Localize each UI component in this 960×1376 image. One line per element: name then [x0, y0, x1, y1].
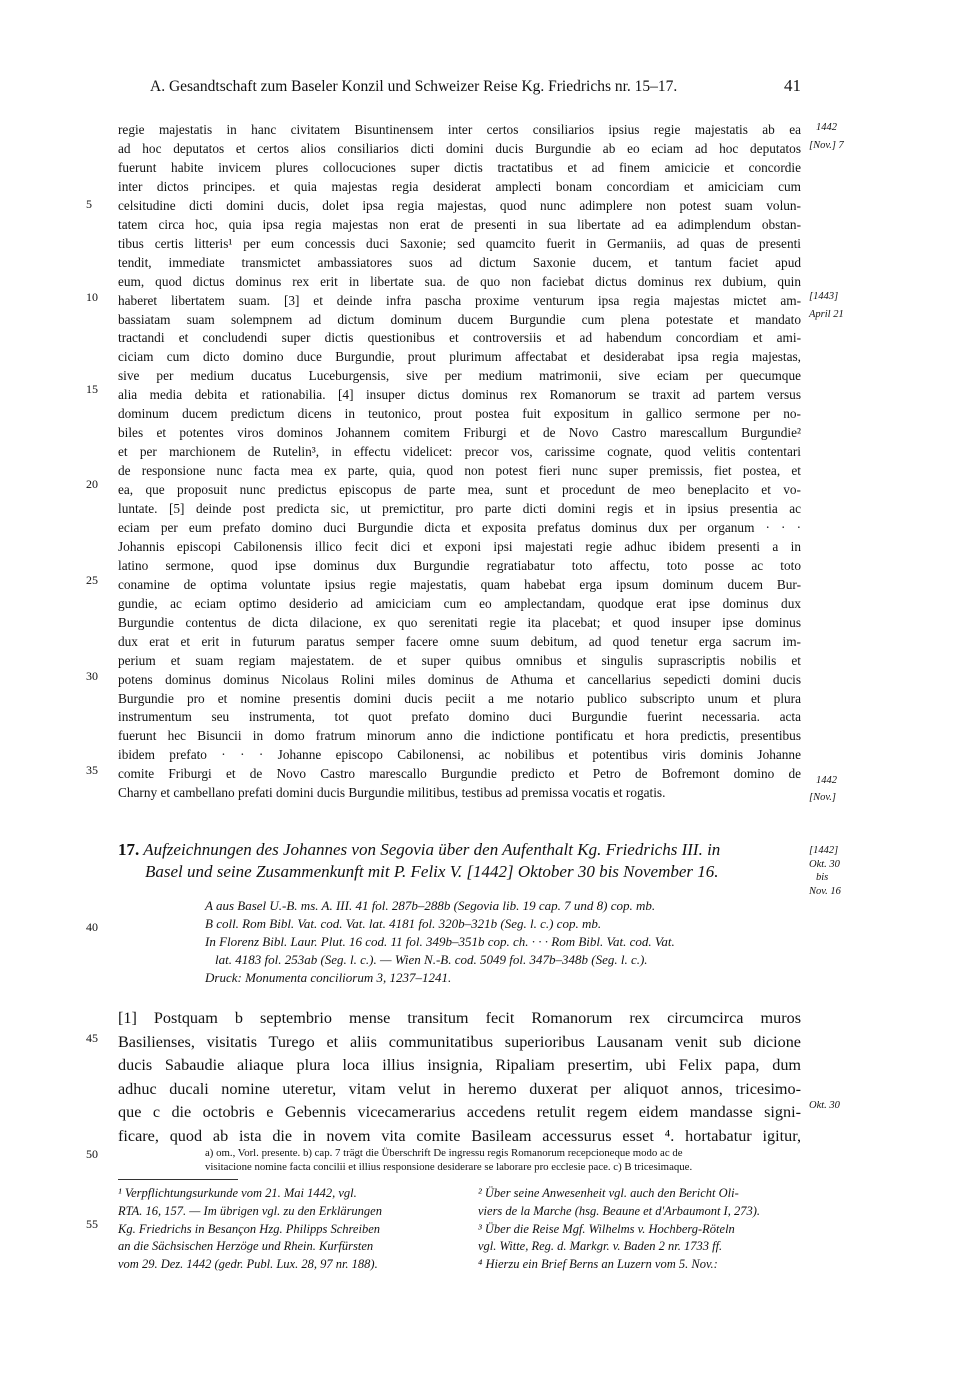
text-line: ² Über seine Anwesenheit vgl. auch den Bericht Oli-	[478, 1186, 739, 1200]
source-line: Druck: Monumenta conciliorum 3, 1237–1241.	[205, 970, 452, 985]
text-line: ficare, quod ab ista die in novem vita comite Basileam accessurus esset ⁴. hortabatur igitur,	[118, 1126, 801, 1145]
text-line: tractandi et concludendi super dictis questionibus et controversiis et ad habendum concordiam et ami-	[118, 330, 801, 346]
text-line: regie majestatis in hanc civitatem Bisuntinensem inter certos consiliarios ipsius regie majestatis ab ea	[118, 122, 801, 137]
text-line: adhuc ducali nomine uteretur, vitam velut in heremo duxerat per aliquot annos, tricesimo-	[118, 1079, 801, 1098]
text-line: Kg. Friedrichs in Besançon Hzg. Philipps Schreiben	[118, 1221, 381, 1236]
text-line: sive per medium ducatus Luceburgensis, sive per medium matrimonii, sive eciam per quecumque	[118, 368, 801, 384]
margin-date: [1443]	[809, 291, 839, 302]
margin-range: bis	[816, 872, 829, 883]
text-line: perium et suam regiam majestatem. de et super quibus omnibus et singulis suprascriptis nobilis et	[118, 652, 801, 668]
text-line: ibidem prefato · · · Johanne episcopo Cabilonensi, ac nobilibus et potentibus viris dominis Johanne	[118, 747, 801, 763]
document-title: Aufzeichnungen des Johannes von Segovia über den Aufenthalt Kg. Friedrichs III. in	[143, 840, 721, 859]
variant-note: visitacione nomine facta concilii et illius responsione desiderare se laborare pro ecclesie pace. c) B tricesimaque.	[205, 1161, 693, 1173]
text-line: comite Friburgi et de Novo Castro marescallo Burgundie predicto et Petro de Bofremont domino de	[118, 766, 801, 782]
text-line: haberet libertatem suam. [3] et deinde infra pascha proxime venturum ipsa regia majestas mictet am-	[118, 292, 801, 308]
text-line: vom 29. Dez. 1442 (gedr. Publ. Lux. 28, 97 nr. 188).	[118, 1257, 378, 1272]
text-line: luntate. [5] deinde post predicta sic, ut premictitur, pro parte dicti domini regis et in ipsius presentia ac	[118, 501, 801, 516]
line-number: 5	[86, 197, 92, 211]
text-line: instrumentum seu instrumenta, tot quot prefato domino duci Burgundie fuerint necessaria. acta	[118, 709, 801, 725]
text-line: ciciam cum dicto domino duce Burgundie, prout plurimum affectabat et desiderabat ipsa regia majestas,	[118, 349, 801, 365]
running-title: A. Gesandtschaft zum Baseler Konzil und Schweizer Reise Kg. Friedrichs nr. 15–17.	[150, 78, 678, 95]
text-line: tatem circa hoc, quia ipsa regia majestas non erat de presenti in sua libertate ad ea adimplendum obstan-	[118, 216, 801, 232]
source-line: lat. 4183 fol. 253ab (Seg. l. c.). — Wien N.-B. cod. 5049 fol. 347b–348b (Seg. l. c.).	[215, 952, 648, 967]
text-line: ⁴ Hierzu ein Brief Berns an Luzern vom 5. Nov.:	[478, 1257, 718, 1272]
text-line: et per marchionem de Rutelin³, in effectu videlicet: precor vos, carissime cognate, quod velitis contentari	[118, 444, 801, 460]
variant-note: a) om., Vorl. presente. b) cap. 7 trägt die Überschrift De ingressu regis Romanorum recepcioneque modo ac de	[205, 1147, 683, 1159]
text-line: fuerunt habite invicem plures collocuciones super dictis tractatibus et ad finem amicicie et concordie	[118, 159, 801, 175]
text-line: ¹ Verpflichtungsurkunde vom 21. Mai 1442, vgl.	[118, 1186, 357, 1200]
page-number: 41	[784, 76, 801, 95]
margin-date: Okt. 30	[809, 1100, 840, 1111]
text-line: biles et potentes viros dominos Johannem comitem Friburgi et de Novo Castro marescallum Burgundie²	[118, 425, 801, 441]
text-line: eum, quod dictus dominus rex erit in libertate sua. de quo non faciebat dictus dominus rex dubium, quin	[118, 273, 801, 289]
text-line: potens dominus dominus Nicolaus Rolini miles dominus de Athuma et cancellarius sepedicti domini ducis	[118, 671, 801, 687]
margin-date: [1442]	[809, 845, 839, 856]
text-line: tendit, immediate transmictet ambassiatores suos ad dictum Saxonie ducem, et tantum faciet apud	[118, 254, 801, 270]
text-line: conamine de optima voluntate ipsius regie majestatis, quam habebat erga ipsum dominum ducem Bur-	[118, 576, 801, 592]
line-number: 20	[86, 477, 98, 491]
document-number: 17.	[118, 840, 140, 859]
line-number: 30	[86, 669, 98, 683]
text-line: Burgundie contentus de dicta dilacione, ex quo serenitati regie ita placebat; et quod insuper ipse dominus	[118, 614, 801, 630]
line-number: 45	[86, 1031, 98, 1045]
margin-range: Nov. 16	[809, 886, 841, 897]
margin-date: 1442	[816, 775, 837, 786]
document-heading-line1	[118, 840, 808, 860]
text-line: vgl. Witte, Reg. d. Markgr. v. Baden 2 nr. 1733 ff.	[478, 1239, 723, 1254]
text-line: dux erat et erit in futurum paratus semper facere omne suum debitum, ad quod tenetur erga sacrum im-	[118, 633, 801, 649]
text-line: Basilienses, visitatis Turego et aliis communitatibus superioribus Lausanam venit sub dicione	[118, 1032, 801, 1051]
line-number: 55	[86, 1217, 98, 1231]
line-number: 50	[86, 1147, 98, 1161]
text-line: an die Sächsischen Herzöge und Rhein. Kurfürsten	[118, 1239, 374, 1254]
text-line: RTA. 16, 157. — Im übrigen vgl. zu den Erklärungen	[118, 1203, 382, 1218]
text-line: inter dictos principes. et quia majestas regia desiderat amplecti bonam concordiam et amiciciam cum	[118, 178, 801, 194]
text-line: celsitudine dicti domini ducis, dolet ipsa regia majestas, quod nunc adimplere non potest suam volun-	[118, 197, 801, 213]
source-line: B coll. Rom Bibl. Vat. cod. Vat. lat. 4181 fol. 320b–321b (Seg. l. c.) cop. mb.	[205, 916, 602, 931]
line-number: 15	[86, 382, 98, 396]
margin-range: Okt. 30	[809, 859, 840, 870]
margin-month: [Nov.]	[809, 792, 836, 803]
line-number: 10	[86, 290, 98, 304]
line-number: 40	[86, 920, 98, 934]
text-line: [1] Postquam b septembrio mense transitum fecit Romanorum rex circumcirca muros	[118, 1009, 801, 1027]
margin-date: 1442	[816, 122, 837, 133]
text-line: ³ Über die Reise Mgf. Wilhelms v. Hochberg-Röteln	[478, 1221, 735, 1236]
text-line: bassiatam suam solempnem ad dictum dominum ducem Burgundie cum plena potestate et mandato	[118, 311, 801, 327]
text-line: Burgundie pro et nomine presentis domini ducis peciit a me notario publico subscripto unum et plura	[118, 690, 801, 706]
text-line: fuerunt hec Bisuncii in domo fratrum minorum anno die indictione pontificatu et hora predictis, presentibus	[118, 728, 801, 744]
margin-month: April 21	[809, 309, 844, 320]
margin-month: [Nov.] 7	[809, 140, 844, 151]
line-number: 25	[86, 573, 98, 587]
text-line: que c die octobris e Gebennis vicecamerarius accedens retulit regem eidem mandasse signi-	[118, 1103, 801, 1121]
text-line: alia media debita et rationabilia. [4] insuper dictus dominus rex Romanorum se traxit ad partem versus	[118, 387, 801, 403]
line-number: 35	[86, 763, 98, 777]
text-line: viers de la Marche (hsg. Beaune et d'Arbaumont I, 273).	[478, 1203, 761, 1218]
text-line: eciam per eum prefato domino duci Burgundie dicta et exposita prefatus dominus dux per organum · · ·	[118, 519, 801, 535]
document-heading-line2: Basel und seine Zusammenkunft mit P. Felix V. [1442] Oktober 30 bis November 16.	[145, 862, 719, 881]
text-line: tibus certis litteris¹ per eum concessis duci Saxonie; sed quamcito fuerit in Germaniis, ad quas de presenti	[118, 235, 801, 251]
text-line: de responsione nunc facta mea ex parte, quia, quod non potest fieri nunc super premissis, fiet postea, et	[118, 463, 801, 479]
text-line: ea, que proposuit nunc predictus episcopus de parte mea, sunt et procedunt de meo beneplacito et vo-	[118, 482, 801, 498]
text-line: ducis Sabaudie aliaque plura loca illius insignia, Ripaliam presertim, ubi Felix papa, dum	[118, 1056, 801, 1074]
source-line: A aus Basel U.-B. ms. A. III. 41 fol. 287b–288b (Segovia lib. 19 cap. 7 und 8) cop. mb.	[205, 898, 656, 913]
text-line: ad hoc deputatos et certos alios consiliarios dicti domini ducis Burgundie ab eo eciam ad hoc deputatos	[118, 140, 801, 156]
text-line: Charny et cambellano prefati domini ducis Burgundie militibus, testibus ad premissa vocatis et rogatis.	[118, 785, 666, 801]
text-line: Johannis episcopi Cabilonensis illico fecit dici et exponi ipsi majestati regie adhuc ibidem presenti a in	[118, 538, 801, 554]
footnote-divider	[118, 1179, 238, 1180]
text-line: latino sermone, quod ipse dominus dux Burgundie regratiabatur toto affectu, toto posse ac toto	[118, 557, 801, 573]
text-line: dominum ducem predictum dicens in teutonico, prout postea fuit expositum in gallico sermone per no-	[118, 406, 801, 422]
text-line: gundie, ac eciam optimo desiderio ad amiciciam cum eo amplectandam, quodque erat ipse dominus dux	[118, 595, 801, 611]
source-line: In Florenz Bibl. Laur. Plut. 16 cod. 11 fol. 349b–351b cop. ch. · · · Rom Bibl. Vat. cod. Vat.	[205, 934, 675, 949]
